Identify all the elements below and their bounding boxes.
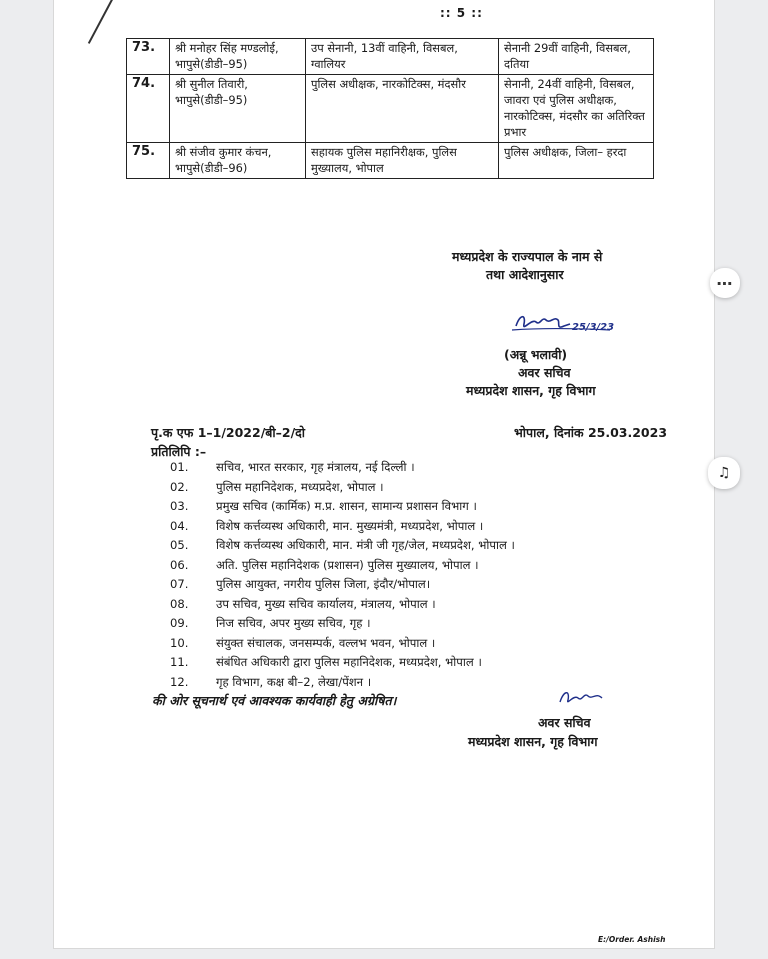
list-item (170, 499, 650, 519)
item-text: विशेष कर्त्तव्यस्थ अधिकारी, मान. मुख्यमंत्री, मध्यप्रदेश, भोपाल । (216, 518, 484, 533)
scan-edge-line (88, 0, 118, 44)
audio-icon: ♫ (717, 465, 731, 481)
row-number: 73. (127, 39, 170, 75)
list-item (170, 519, 650, 539)
page-number: :: 5 :: (440, 6, 483, 20)
new-post: सेनानी, 24वीं वाहिनी, विसबल, जावरा एवं पुलिस अधीक्षक, नारकोटिक्स, मंदसौर का अतिरिक्त प्रभार (499, 75, 654, 143)
item-text: उप सचिव, मुख्य सचिव कार्यालय, मंत्रालय, भोपाल । (216, 596, 436, 611)
table-row (127, 143, 654, 179)
list-item (170, 616, 650, 636)
item-number: 06. (170, 557, 189, 572)
item-number: 03. (170, 499, 189, 513)
list-item (170, 597, 650, 617)
item-text: पुलिस आयुक्त, नगरीय पुलिस जिला, इंदौर/भोपाल। (216, 577, 431, 591)
new-post: पुलिस अधीक्षक, जिला– हरदा (499, 143, 654, 179)
closing-signature-image (556, 686, 616, 710)
more-options-button[interactable] (710, 268, 740, 298)
item-text: निज सचिव, अपर मुख्य सचिव, गृह । (216, 616, 371, 630)
item-text: गृह विभाग, कक्ष बी–2, लेखा/पेंशन । (216, 674, 372, 689)
table-row (127, 75, 654, 143)
item-number: 01. (170, 460, 189, 474)
signatory-name: (अन्नू भलावी) (504, 347, 568, 362)
list-item (170, 558, 650, 578)
copy-to-title: प्रतिलिपि :– (151, 444, 207, 459)
item-text: संबंधित अधिकारी द्वारा पुलिस महानिदेशक, मध्यप्रदेश, भोपाल । (216, 655, 482, 669)
officer-name: श्री संजीव कुमार कंचन, भापुसे(डीडी–96) (170, 143, 306, 179)
closing-designation: अवर सचिव (538, 715, 591, 730)
row-number: 75. (127, 143, 170, 179)
list-item (170, 655, 650, 675)
item-number: 09. (170, 616, 189, 630)
order-line-2: तथा आदेशानुसार (486, 267, 564, 282)
item-text: संयुक्त संचालक, जनसम्पर्क, वल्लभ भवन, भोपाल । (216, 635, 436, 650)
list-item (170, 460, 650, 480)
transfer-table (126, 38, 654, 179)
row-number: 74. (127, 75, 170, 143)
list-item (170, 538, 650, 558)
list-item (170, 577, 650, 597)
item-text: प्रमुख सचिव (कार्मिक) म.प्र. शासन, सामान्य प्रशासन विभाग । (216, 499, 477, 513)
item-text: पुलिस महानिदेशक, मध्यप्रदेश, भोपाल । (216, 479, 384, 494)
reference-number: पृ.क एफ 1–1/2022/बी–2/दो (151, 425, 306, 440)
new-post: सेनानी 29वीं वाहिनी, विसबल, दतिया (499, 39, 654, 75)
forward-note: की ओर सूचनार्थ एवं आवश्यक कार्यवाही हेतु अग्रेषित। (152, 693, 397, 708)
item-number: 11. (170, 655, 189, 669)
signatory-department: मध्यप्रदेश शासन, गृह विभाग (466, 383, 596, 398)
table-row (127, 39, 654, 75)
current-post: उप सेनानी, 13वीं वाहिनी, विसबल, ग्वालियर (306, 39, 499, 75)
officer-name: श्री मनोहर सिंह मण्डलोई, भापुसे(डीडी–95) (170, 39, 306, 75)
item-number: 07. (170, 577, 189, 591)
item-text: विशेष कर्त्तव्यस्थ अधिकारी, मान. मंत्री जी गृह/जेल, मध्यप्रदेश, भोपाल । (216, 538, 515, 552)
more-icon: ⋯ (716, 273, 734, 293)
item-number: 10. (170, 635, 189, 650)
file-reference: E:/Order. Ashish (598, 935, 666, 944)
item-number: 05. (170, 538, 189, 552)
order-line-1: मध्यप्रदेश के राज्यपाल के नाम से (452, 249, 603, 264)
item-number: 08. (170, 596, 189, 611)
item-number: 04. (170, 518, 189, 533)
officer-name: श्री सुनील तिवारी, भापुसे(डीडी–95) (170, 75, 306, 143)
item-text: सचिव, भारत सरकार, गृह मंत्रालय, नई दिल्ली । (216, 460, 415, 474)
signatory-designation: अवर सचिव (518, 365, 571, 380)
current-post: पुलिस अधीक्षक, नारकोटिक्स, मंदसौर (306, 75, 499, 143)
place-date: भोपाल, दिनांक 25.03.2023 (514, 425, 668, 440)
item-text: अति. पुलिस महानिदेशक (प्रशासन) पुलिस मुख्यालय, भोपाल । (216, 557, 479, 572)
list-item (170, 480, 650, 500)
item-number: 02. (170, 479, 189, 494)
read-aloud-button[interactable] (708, 457, 740, 489)
current-post: सहायक पुलिस महानिरीक्षक, पुलिस मुख्यालय, भोपाल (306, 143, 499, 179)
signature-date: 25/3/23 (572, 322, 615, 333)
closing-department: मध्यप्रदेश शासन, गृह विभाग (468, 734, 598, 749)
copy-to-list (170, 460, 650, 694)
list-item (170, 636, 650, 656)
item-number: 12. (170, 674, 189, 689)
